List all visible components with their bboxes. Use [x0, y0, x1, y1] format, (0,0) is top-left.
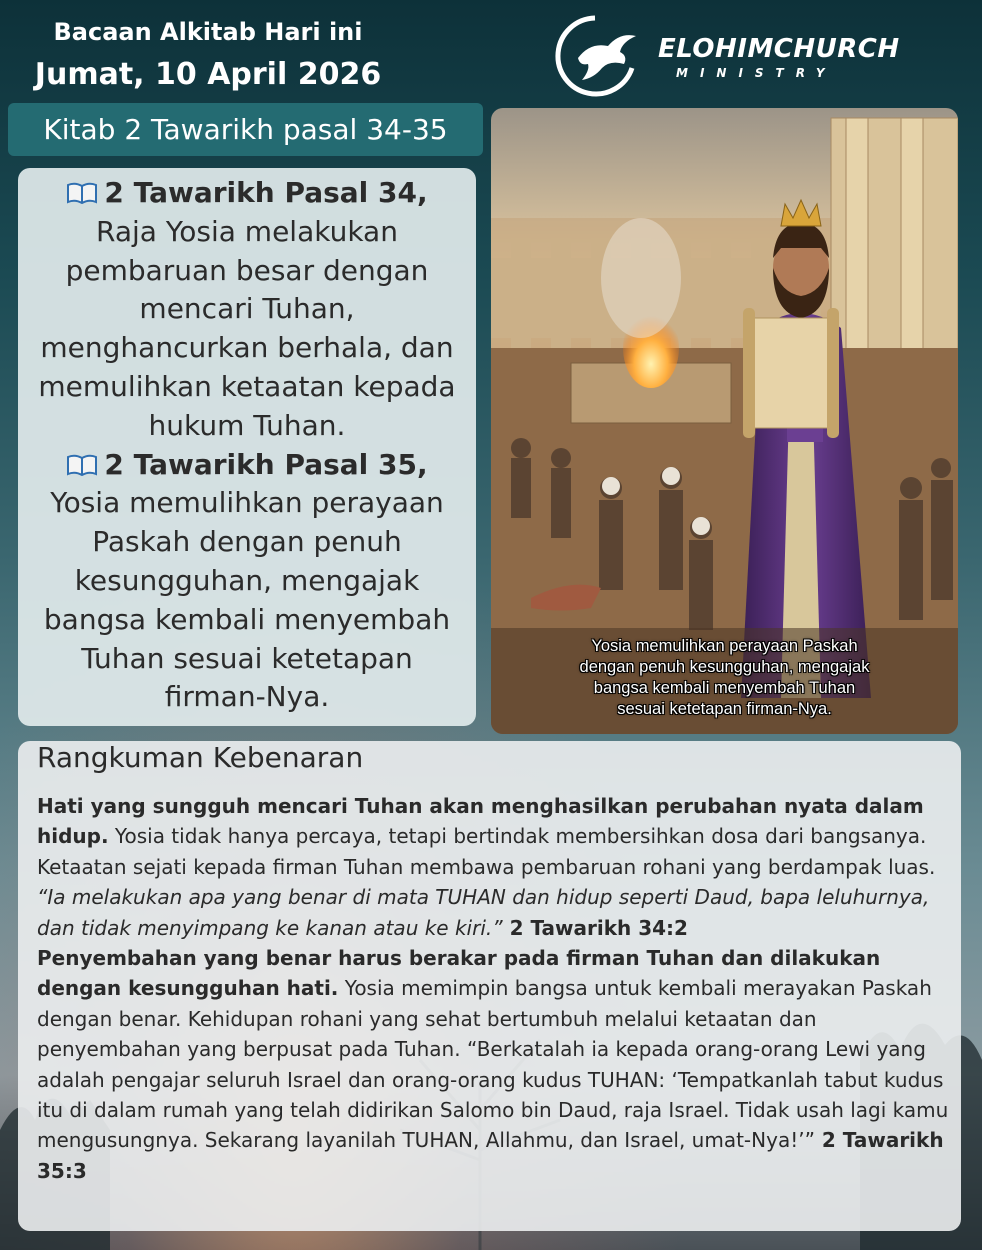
summary-body — [37, 791, 955, 1186]
image-caption: Yosia memulihkan perayaan Paskah dengan penuh kesungguhan, mengajak bangsa kembali menyembah Tuhan sesuai ketetapan firman-Nya. — [579, 637, 870, 718]
chapter-34-block — [28, 174, 466, 446]
church-logo — [550, 12, 950, 102]
chapter-heading: 2 Tawarikh Pasal 35, — [66, 448, 427, 481]
logo-title: ELOHIMCHURCH — [658, 34, 900, 64]
chapter-text: Raja Yosia melakukan pembaruan besar dengan mencari Tuhan, menghancurkan berhala, dan memulihkan ketaatan kepada hukum Tuhan. — [38, 214, 456, 442]
chapter-35-block — [28, 446, 466, 718]
open-book-icon — [66, 182, 98, 204]
reading-label: Bacaan Alkitab Hari ini — [53, 18, 363, 46]
chapter-heading: 2 Tawarikh Pasal 34, — [66, 176, 427, 209]
chapter-summary-card — [18, 168, 476, 726]
chapter-text: Yosia memulihkan perayaan Paskah dengan penuh kesungguhan, mengajak bangsa kembali menyembah Tuhan sesuai ketetapan firman-Nya. — [43, 486, 451, 714]
reading-date: Jumat, 10 April 2026 — [34, 57, 382, 92]
illustration-king-josiah — [491, 108, 958, 734]
truth-summary-card — [18, 741, 961, 1231]
summary-title: Rangkuman Kebenaran — [37, 741, 364, 774]
logo-subtitle: MINISTRY — [676, 66, 837, 80]
summary-paragraph: Hati yang sungguh mencari Tuhan akan menghasilkan perubahan nyata dalam hidup. Yosia tidak hanya percaya, tetapi bertindak membersihkan dosa dari bangsanya. Ketaatan sejati kepada firman Tuhan membawa pembaruan rohani yang berdampak luas. “Ia melakukan apa yang benar di mata TUHAN dan hidup seperti Daud, bapa leluhurnya, dan tidak menyimpang ke kanan atau ke kiri.” 2 Tawarikh 34:2 — [37, 794, 936, 940]
open-book-icon — [66, 454, 98, 476]
summary-paragraph: Penyembahan yang benar harus berakar pada firman Tuhan dan dilakukan dengan kesungguhan hati. Yosia memimpin bangsa untuk kembali merayakan Paskah dengan benar. Kehidupan rohani yang sehat bertumbuh melalui ketaatan dan penyembahan yang berpusat pada Tuhan. “Berkatalah ia kepada orang-orang Lewi yang adalah pengajar seluruh Israel dan orang-orang kudus TUHAN: ‘Tempatkanlah tabut kudus itu di dalam rumah yang telah didirikan Salomo bin Daud, raja Israel. Tidak usah lagi kamu mengusungnya. Sekarang layanilah TUHAN, Allahmu, dan Israel, umat-Nya!’” 2 Tawarikh 35:3 — [37, 946, 949, 1183]
dove-logo-icon — [550, 12, 640, 102]
book-title: Kitab 2 Tawarikh pasal 34-35 — [8, 103, 483, 156]
